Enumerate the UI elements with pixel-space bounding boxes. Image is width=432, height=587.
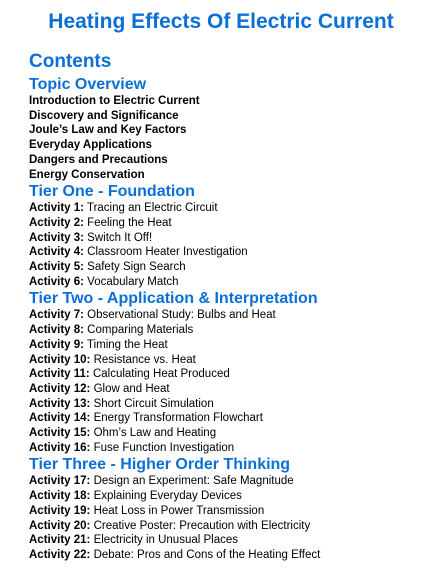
activity-item <box>29 260 432 275</box>
tier-one-activity-list <box>29 201 432 289</box>
activity-label: Activity 8: <box>29 324 84 337</box>
activity-item <box>29 323 432 338</box>
section-heading-tier-one: Tier One - Foundation <box>29 183 195 201</box>
overview-item: Dangers and Precautions <box>29 153 168 166</box>
activity-item <box>29 504 432 519</box>
activity-label: Activity 13: <box>29 397 91 410</box>
activity-item <box>29 441 432 456</box>
activity-label: Activity 2: <box>29 216 84 229</box>
activity-item <box>29 275 432 290</box>
activity-title: Glow and Heat <box>93 382 170 395</box>
activity-label: Activity 16: <box>29 441 91 454</box>
activity-label: Activity 11: <box>29 368 90 381</box>
activity-title: Observational Study: Bulbs and Heat <box>87 309 276 322</box>
activity-item <box>29 231 432 246</box>
activity-label: Activity 15: <box>29 427 91 440</box>
contents-heading: Contents <box>29 51 112 72</box>
activity-item <box>29 474 432 489</box>
activity-label: Activity 1: <box>29 202 84 215</box>
activity-label: Activity 10: <box>29 353 91 366</box>
activity-title: Fuse Function Investigation <box>93 441 235 454</box>
overview-list <box>29 94 432 182</box>
activity-title: Safety Sign Search <box>87 261 186 274</box>
page-title: Heating Effects Of Electric Current <box>48 10 394 33</box>
section-heading-overview: Topic Overview <box>29 76 147 93</box>
activity-item <box>29 201 432 216</box>
activity-item <box>29 489 432 504</box>
section-heading-tier-three: Tier Three - Higher Order Thinking <box>29 456 291 474</box>
activity-item <box>29 548 432 563</box>
activity-title: Debate: Pros and Cons of the Heating Effect <box>93 548 321 561</box>
activity-label: Activity 21: <box>29 534 91 547</box>
activity-title: Electricity in Unusual Places <box>93 534 239 547</box>
activity-item <box>29 308 432 323</box>
activity-label: Activity 6: <box>29 275 84 288</box>
activity-label: Activity 5: <box>29 261 84 274</box>
overview-item: Introduction to Electric Current <box>29 95 200 107</box>
activity-title: Classroom Heater Investigation <box>87 246 248 259</box>
activity-title: Energy Transformation Flowchart <box>93 412 263 425</box>
activity-label: Activity 17: <box>29 475 91 488</box>
activity-item <box>29 519 432 534</box>
activity-label: Activity 9: <box>29 338 84 351</box>
activity-title: Ohm’s Law and Heating <box>93 427 217 440</box>
activity-item <box>29 533 432 548</box>
activity-title: Resistance vs. Heat <box>93 353 196 366</box>
activity-title: Calculating Heat Produced <box>92 368 230 381</box>
tier-three-activity-list <box>29 474 432 562</box>
activity-item <box>29 216 432 231</box>
activity-label: Activity 20: <box>29 519 91 532</box>
activity-title: Short Circuit Simulation <box>93 397 214 410</box>
tier-two-activity-list <box>29 308 432 455</box>
overview-item: Discovery and Significance <box>29 109 179 122</box>
activity-title: Design an Experiment: Safe Magnitude <box>93 475 294 488</box>
activity-title: Feeling the Heat <box>87 216 172 229</box>
section-heading-tier-two: Tier Two - Application & Interpretation <box>29 290 318 308</box>
activity-label: Activity 14: <box>29 412 91 425</box>
activity-label: Activity 19: <box>29 504 91 517</box>
activity-title: Tracing an Electric Circuit <box>86 202 218 215</box>
overview-item: Joule’s Law and Key Factors <box>29 124 187 137</box>
activity-item <box>29 411 432 426</box>
activity-title: Creative Poster: Precaution with Electricity <box>93 519 311 532</box>
activity-item <box>29 397 432 412</box>
activity-label: Activity 3: <box>29 231 84 244</box>
activity-item <box>29 245 432 260</box>
overview-item: Energy Conservation <box>29 168 145 181</box>
activity-label: Activity 18: <box>29 490 91 503</box>
activity-title: Timing the Heat <box>86 338 168 351</box>
activity-item <box>29 353 432 368</box>
activity-item <box>29 426 432 441</box>
activity-label: Activity 22: <box>29 548 91 561</box>
activity-title: Comparing Materials <box>87 324 194 337</box>
overview-item: Everyday Applications <box>29 139 152 152</box>
activity-label: Activity 12: <box>29 382 91 395</box>
activity-title: Explaining Everyday Devices <box>93 490 242 503</box>
activity-item <box>29 367 432 382</box>
activity-item <box>29 338 432 353</box>
activity-title: Vocabulary Match <box>87 275 179 288</box>
activity-label: Activity 7: <box>29 309 84 322</box>
activity-label: Activity 4: <box>29 246 84 259</box>
activity-item <box>29 382 432 397</box>
activity-title: Switch It Off! <box>87 231 153 244</box>
activity-title: Heat Loss in Power Transmission <box>93 504 265 517</box>
